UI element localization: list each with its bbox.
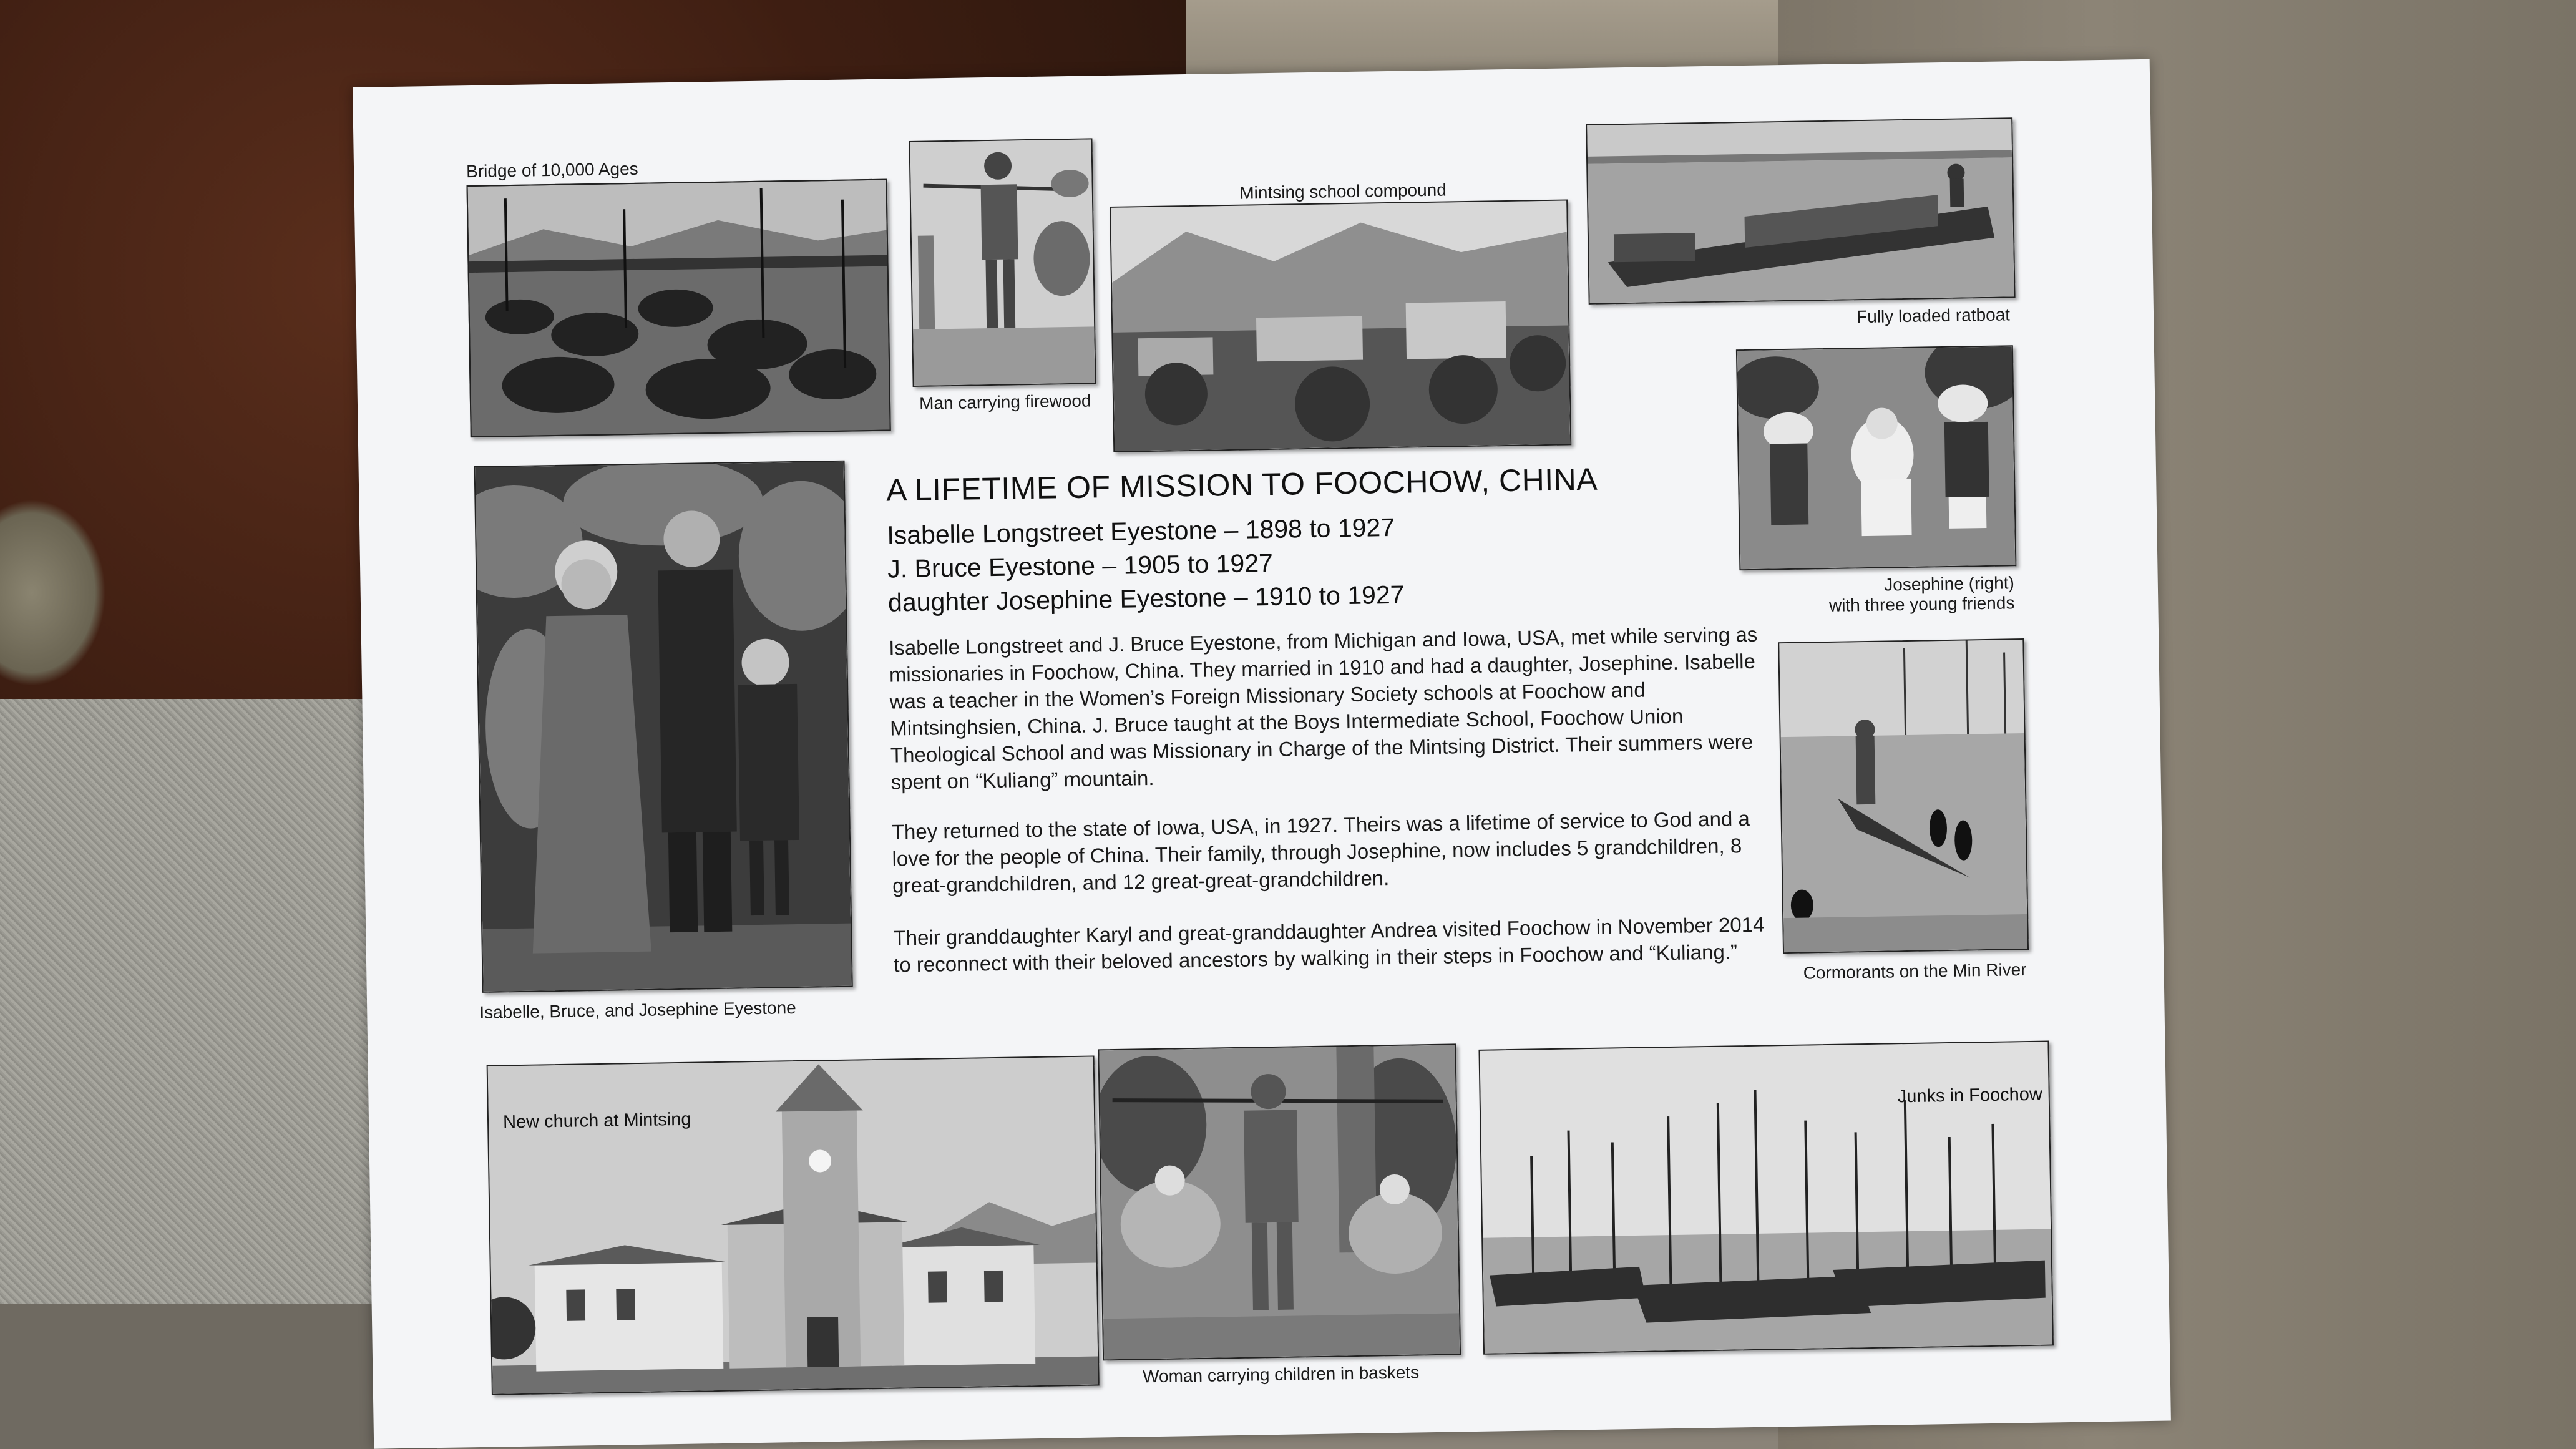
photo-josephine-with-friends (1736, 345, 2017, 570)
caption-bridge: Bridge of 10,000 Ages (466, 159, 638, 182)
photo-mintsing-school-compound (1110, 199, 1571, 452)
caption-church: New church at Mintsing (502, 1109, 691, 1133)
caption-woman-children: Woman carrying children in baskets (1142, 1362, 1420, 1387)
person-isabelle-line: Isabelle Longstreet Eyestone – 1898 to 1927 (887, 512, 1395, 550)
dry-leaf (0, 499, 106, 686)
caption-junks: Junks in Foochow (1897, 1084, 2043, 1107)
photo-eyestone-family (474, 461, 853, 993)
paragraph-return-to-iowa: They returned to the state of Iowa, USA, in 1927. Theirs was a lifetime of service to God and a love for the people of China. Their family, through Josephine, now includes 5 grandchildren, 8 great-grandchildren, and 12 great-great-grandchildren. (891, 806, 1750, 897)
caption-mintsing-school: Mintsing school compound (1239, 180, 1447, 203)
caption-firewood: Man carrying firewood (919, 391, 1091, 413)
caption-josephine-line2: with three young friends (1828, 593, 2015, 615)
panel-title: A LIFETIME OF MISSION TO FOOCHOW, CHINA (886, 461, 1598, 508)
photo-man-carrying-firewood (909, 138, 1096, 387)
caption-cormorants: Cormorants on the Min River (1803, 960, 2027, 983)
paragraph-2014-visit: Their granddaughter Karyl and great-granddaughter Andrea visited Foochow in November 2014 to reconnect with their beloved ancestors by walking in their steps in Foochow and “Kuliang.” (893, 912, 1765, 977)
photo-new-church-at-mintsing (487, 1056, 1100, 1395)
caption-ratboat: Fully loaded ratboat (1856, 305, 2011, 327)
photo-fully-loaded-ratboat (1586, 117, 2015, 305)
person-josephine-line: daughter Josephine Eyestone – 1910 to 1927 (887, 580, 1405, 617)
photo-woman-carrying-children (1098, 1043, 1461, 1360)
paragraph-biography: Isabelle Longstreet and J. Bruce Eyestone, from Michigan and Iowa, USA, met while serving as missionaries in Foochow, China. They married in 1910 and had a daughter, Josephine. Isabelle was a teacher in the Women’s Foreign Missionary Society schools at Foochow and Mintsinghsien, China. J. Bruce taught at the Boys Intermediate School, Foochow Union Theological School and was Missionary in Charge of the Mintsing District. Their summers were spent on “Kuliang” mountain. (888, 622, 1758, 794)
caption-family: Isabelle, Bruce, and Josephine Eyestone (479, 998, 796, 1022)
information-panel (353, 59, 2171, 1449)
person-bruce-line: J. Bruce Eyestone – 1905 to 1927 (887, 548, 1274, 583)
photo-bridge-of-10000-ages (466, 179, 890, 438)
photo-cormorants-min-river (1778, 638, 2029, 954)
caption-josephine-line1: Josephine (right) (1884, 573, 2015, 595)
ground-shadow-background (0, 1304, 437, 1449)
